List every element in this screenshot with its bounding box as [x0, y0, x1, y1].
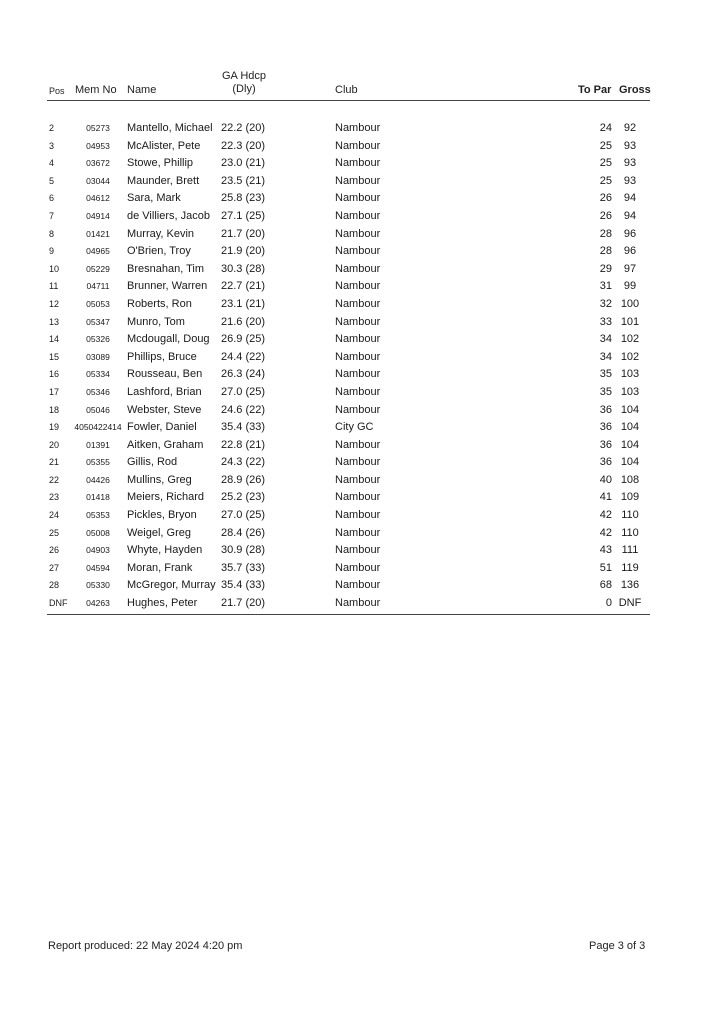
- cell-name: Weigel, Greg: [127, 526, 191, 539]
- table-bottom-divider: [47, 614, 650, 615]
- cell-name: Moran, Frank: [127, 561, 193, 574]
- cell-pos: 19: [49, 422, 60, 433]
- cell-pos: 28: [49, 580, 60, 591]
- cell-ga-hdcp: 23.0 (21): [221, 157, 266, 170]
- cell-to-par: 26: [599, 192, 612, 205]
- cell-pos: 3: [49, 140, 55, 151]
- cell-gross: 104: [620, 438, 640, 451]
- column-header-mem-no: Mem No: [75, 84, 117, 96]
- results-table: [0, 120, 724, 613]
- cell-to-par: 36: [599, 438, 612, 451]
- cell-club: Nambour: [335, 350, 381, 363]
- cell-mem-no: 03044: [86, 175, 110, 186]
- table-row: [0, 560, 724, 578]
- cell-club: Nambour: [335, 280, 381, 293]
- cell-pos: 25: [49, 527, 60, 538]
- table-row: [0, 402, 724, 420]
- cell-club: Nambour: [335, 438, 381, 451]
- cell-name: Roberts, Ron: [127, 297, 192, 310]
- cell-club: Nambour: [335, 456, 381, 469]
- ga-hdcp-line1: GA Hdcp: [221, 70, 267, 82]
- cell-mem-no: 04426: [86, 474, 110, 485]
- cell-pos: 10: [49, 263, 60, 274]
- cell-name: Murray, Kevin: [127, 227, 195, 240]
- cell-gross: 109: [620, 491, 640, 504]
- cell-club: Nambour: [335, 315, 381, 328]
- cell-gross: 108: [620, 473, 640, 486]
- cell-to-par: 36: [599, 456, 612, 469]
- cell-to-par: 42: [599, 509, 612, 522]
- cell-club: Nambour: [335, 597, 381, 610]
- cell-pos: 2: [49, 123, 55, 133]
- cell-club: Nambour: [335, 174, 381, 187]
- cell-name: Meiers, Richard: [127, 491, 205, 504]
- cell-mem-no: 05053: [86, 298, 110, 309]
- cell-mem-no: 05273: [86, 123, 110, 133]
- report-produced: Report produced: 22 May 2024 4:20 pm: [48, 940, 243, 952]
- table-row: [0, 296, 724, 314]
- cell-club: Nambour: [335, 526, 381, 539]
- cell-gross: 110: [621, 526, 639, 539]
- cell-gross: 93: [623, 174, 637, 187]
- cell-club: Nambour: [335, 403, 381, 416]
- cell-ga-hdcp: 22.3 (20): [221, 139, 266, 152]
- cell-gross: 94: [623, 209, 637, 222]
- column-header-gross: Gross: [619, 84, 651, 96]
- cell-name: Rousseau, Ben: [127, 368, 203, 381]
- cell-ga-hdcp: 22.7 (21): [221, 280, 266, 293]
- cell-club: Nambour: [335, 192, 381, 205]
- cell-to-par: 34: [599, 350, 612, 363]
- cell-gross: 136: [620, 579, 640, 592]
- cell-gross: 92: [623, 122, 637, 134]
- table-row: [0, 437, 724, 455]
- cell-pos: 5: [49, 175, 55, 186]
- cell-ga-hdcp: 21.6 (20): [221, 315, 266, 328]
- table-row: [0, 155, 724, 173]
- cell-gross: 99: [623, 280, 637, 293]
- table-row: [0, 542, 724, 560]
- cell-mem-no: 03089: [86, 351, 110, 362]
- cell-gross: 103: [620, 385, 640, 398]
- cell-mem-no: 04903: [86, 545, 110, 556]
- cell-pos: DNF: [49, 598, 68, 609]
- cell-club: Nambour: [335, 473, 381, 486]
- cell-name: Stowe, Phillip: [127, 157, 194, 170]
- table-row: [0, 419, 724, 437]
- cell-club: Nambour: [335, 385, 381, 398]
- cell-mem-no: 4050422414: [74, 422, 122, 433]
- cell-name: Fowler, Daniel: [127, 421, 197, 434]
- cell-mem-no: 01391: [86, 439, 110, 450]
- cell-club: Nambour: [335, 157, 381, 170]
- table-row: [0, 472, 724, 490]
- column-header-pos: Pos: [49, 86, 65, 96]
- cell-gross: 103: [620, 368, 640, 381]
- cell-ga-hdcp: 25.2 (23): [221, 491, 266, 504]
- cell-mem-no: 05046: [86, 404, 110, 415]
- cell-name: Hughes, Peter: [127, 597, 198, 610]
- table-row: [0, 208, 724, 226]
- cell-pos: 21: [49, 457, 60, 468]
- cell-to-par: 35: [599, 368, 612, 381]
- cell-club: Nambour: [335, 297, 381, 310]
- cell-mem-no: 01418: [86, 492, 110, 503]
- cell-gross: 100: [620, 297, 640, 310]
- cell-gross: 94: [623, 192, 637, 205]
- cell-club: Nambour: [335, 579, 381, 592]
- cell-ga-hdcp: 24.4 (22): [221, 350, 266, 363]
- cell-to-par: 26: [599, 209, 612, 222]
- table-row: [0, 190, 724, 208]
- cell-ga-hdcp: 35.4 (33): [221, 421, 266, 434]
- cell-ga-hdcp: 27.0 (25): [221, 509, 266, 522]
- cell-name: Sara, Mark: [127, 192, 181, 205]
- table-row: [0, 331, 724, 349]
- cell-mem-no: 05346: [86, 386, 110, 397]
- cell-ga-hdcp: 23.1 (21): [221, 297, 266, 310]
- cell-ga-hdcp: 26.9 (25): [221, 333, 266, 346]
- cell-mem-no: 03672: [86, 158, 110, 169]
- cell-name: McAlister, Pete: [127, 139, 201, 152]
- cell-pos: 15: [49, 351, 60, 362]
- cell-ga-hdcp: 24.3 (22): [221, 456, 266, 469]
- cell-ga-hdcp: 24.6 (22): [221, 403, 266, 416]
- cell-to-par: 31: [599, 280, 612, 293]
- column-header-ga-hdcp: [216, 70, 272, 96]
- cell-mem-no: 05326: [86, 334, 110, 345]
- table-row: [0, 577, 724, 595]
- cell-pos: 7: [49, 210, 55, 221]
- table-row: [0, 120, 724, 138]
- table-row: [0, 226, 724, 244]
- cell-ga-hdcp: 26.3 (24): [221, 368, 266, 381]
- table-row: [0, 278, 724, 296]
- cell-gross: DNF: [618, 597, 642, 610]
- cell-ga-hdcp: 27.0 (25): [221, 385, 266, 398]
- cell-pos: 4: [49, 158, 55, 169]
- cell-mem-no: 05353: [86, 510, 110, 521]
- cell-club: Nambour: [335, 333, 381, 346]
- cell-name: Whyte, Hayden: [127, 544, 203, 557]
- cell-to-par: 41: [599, 491, 612, 504]
- cell-pos: 17: [49, 386, 60, 397]
- cell-gross: 110: [621, 509, 639, 522]
- cell-name: Mantello, Michael: [127, 122, 213, 134]
- column-header-club: Club: [335, 84, 358, 96]
- cell-name: Phillips, Bruce: [127, 350, 197, 363]
- cell-name: Mcdougall, Doug: [127, 333, 210, 346]
- table-row: [0, 525, 724, 543]
- cell-gross: 101: [620, 315, 640, 328]
- cell-name: Brunner, Warren: [127, 280, 208, 293]
- cell-ga-hdcp: 22.8 (21): [221, 438, 266, 451]
- table-row: [0, 173, 724, 191]
- cell-ga-hdcp: 21.7 (20): [221, 227, 266, 240]
- cell-pos: 22: [49, 474, 60, 485]
- cell-club: Nambour: [335, 491, 381, 504]
- cell-gross: 97: [623, 262, 637, 275]
- cell-name: O'Brien, Troy: [127, 245, 191, 258]
- cell-club: Nambour: [335, 368, 381, 381]
- column-header-name: Name: [127, 84, 157, 96]
- cell-club: Nambour: [335, 139, 381, 152]
- cell-gross: 96: [623, 245, 637, 258]
- cell-pos: 11: [49, 281, 59, 292]
- table-row: [0, 261, 724, 279]
- cell-pos: 9: [49, 246, 55, 257]
- cell-pos: 16: [49, 369, 60, 380]
- cell-to-par: 25: [599, 139, 612, 152]
- cell-pos: 12: [49, 298, 60, 309]
- cell-pos: 8: [49, 228, 55, 239]
- header-divider: [47, 100, 650, 101]
- cell-to-par: 29: [599, 262, 612, 275]
- cell-ga-hdcp: 30.3 (28): [221, 262, 266, 275]
- cell-mem-no: 05229: [86, 263, 110, 274]
- cell-to-par: 35: [599, 385, 612, 398]
- table-row: [0, 489, 724, 507]
- cell-to-par: 28: [599, 227, 612, 240]
- cell-name: Gillis, Rod: [127, 456, 178, 469]
- cell-to-par: 25: [599, 174, 612, 187]
- cell-mem-no: 04711: [86, 281, 110, 292]
- cell-to-par: 32: [599, 297, 612, 310]
- table-row: [0, 595, 724, 613]
- cell-mem-no: 04965: [86, 246, 110, 257]
- cell-club: Nambour: [335, 122, 381, 134]
- cell-name: McGregor, Murray: [127, 579, 216, 592]
- cell-to-par: 25: [599, 157, 612, 170]
- cell-mem-no: 04914: [86, 210, 110, 221]
- cell-gross: 104: [620, 403, 640, 416]
- cell-mem-no: 04953: [86, 140, 110, 151]
- cell-mem-no: 04263: [86, 598, 110, 609]
- cell-pos: 14: [49, 334, 60, 345]
- cell-ga-hdcp: 28.4 (26): [221, 526, 266, 539]
- table-row: [0, 349, 724, 367]
- cell-to-par: 28: [599, 245, 612, 258]
- cell-name: Mullins, Greg: [127, 473, 192, 486]
- cell-ga-hdcp: 35.4 (33): [221, 579, 266, 592]
- cell-gross: 111: [621, 544, 639, 557]
- cell-gross: 102: [620, 333, 640, 346]
- cell-name: Munro, Tom: [127, 315, 185, 328]
- cell-pos: 23: [49, 492, 60, 503]
- cell-pos: 6: [49, 193, 55, 204]
- table-row: [0, 507, 724, 525]
- cell-gross: 104: [620, 421, 640, 434]
- cell-ga-hdcp: 25.8 (23): [221, 192, 266, 205]
- cell-club: Nambour: [335, 209, 381, 222]
- cell-to-par: 43: [599, 544, 612, 557]
- cell-to-par: 51: [599, 561, 612, 574]
- table-row: [0, 454, 724, 472]
- cell-pos: 27: [49, 562, 60, 573]
- cell-name: de Villiers, Jacob: [127, 209, 210, 222]
- cell-pos: 13: [49, 316, 60, 327]
- cell-to-par: 42: [599, 526, 612, 539]
- cell-pos: 24: [49, 510, 60, 521]
- table-row: [0, 243, 724, 261]
- table-row: [0, 384, 724, 402]
- cell-ga-hdcp: 27.1 (25): [221, 209, 266, 222]
- cell-club: Nambour: [335, 245, 381, 258]
- ga-hdcp-line2: (Dly): [232, 83, 256, 95]
- cell-ga-hdcp: 22.2 (20): [221, 122, 266, 134]
- cell-mem-no: 01421: [86, 228, 110, 239]
- cell-mem-no: 04594: [86, 562, 110, 573]
- cell-club: Nambour: [335, 227, 381, 240]
- cell-club: Nambour: [335, 544, 381, 557]
- cell-club: City GC: [335, 421, 374, 434]
- cell-mem-no: 04612: [86, 193, 110, 204]
- cell-name: Pickles, Bryon: [127, 509, 197, 522]
- cell-gross: 93: [623, 157, 637, 170]
- cell-ga-hdcp: 21.9 (20): [221, 245, 266, 258]
- cell-gross: 93: [623, 139, 637, 152]
- cell-mem-no: 05330: [86, 580, 110, 591]
- cell-mem-no: 05355: [86, 457, 110, 468]
- cell-ga-hdcp: 23.5 (21): [221, 174, 266, 187]
- cell-gross: 96: [623, 227, 637, 240]
- cell-club: Nambour: [335, 509, 381, 522]
- cell-to-par: 36: [599, 421, 612, 434]
- cell-mem-no: 05334: [86, 369, 110, 380]
- cell-to-par: 24: [599, 122, 612, 134]
- cell-ga-hdcp: 28.9 (26): [221, 473, 266, 486]
- cell-name: Bresnahan, Tim: [127, 262, 205, 275]
- table-row: [0, 314, 724, 332]
- cell-name: Aitken, Graham: [127, 438, 204, 451]
- page-number: Page 3 of 3: [589, 940, 646, 952]
- cell-club: Nambour: [335, 262, 381, 275]
- cell-club: Nambour: [335, 561, 381, 574]
- cell-ga-hdcp: 35.7 (33): [221, 561, 266, 574]
- cell-to-par: 40: [599, 473, 612, 486]
- column-header-to-par: To Par: [578, 84, 612, 96]
- cell-to-par: 33: [599, 315, 612, 328]
- cell-ga-hdcp: 30.9 (28): [221, 544, 266, 557]
- cell-name: Lashford, Brian: [127, 385, 202, 398]
- cell-mem-no: 05008: [86, 527, 110, 538]
- cell-ga-hdcp: 21.7 (20): [221, 597, 266, 610]
- cell-name: Maunder, Brett: [127, 174, 200, 187]
- cell-name: Webster, Steve: [127, 403, 202, 416]
- table-row: [0, 138, 724, 156]
- cell-pos: 18: [49, 404, 60, 415]
- cell-gross: 104: [620, 456, 640, 469]
- cell-to-par: 34: [599, 333, 612, 346]
- table-row: [0, 366, 724, 384]
- cell-to-par: 36: [599, 403, 612, 416]
- cell-mem-no: 05347: [86, 316, 110, 327]
- cell-pos: 20: [49, 439, 60, 450]
- cell-to-par: 0: [605, 597, 612, 610]
- cell-pos: 26: [49, 545, 60, 556]
- cell-gross: 119: [621, 561, 639, 574]
- cell-to-par: 68: [599, 579, 612, 592]
- cell-gross: 102: [620, 350, 640, 363]
